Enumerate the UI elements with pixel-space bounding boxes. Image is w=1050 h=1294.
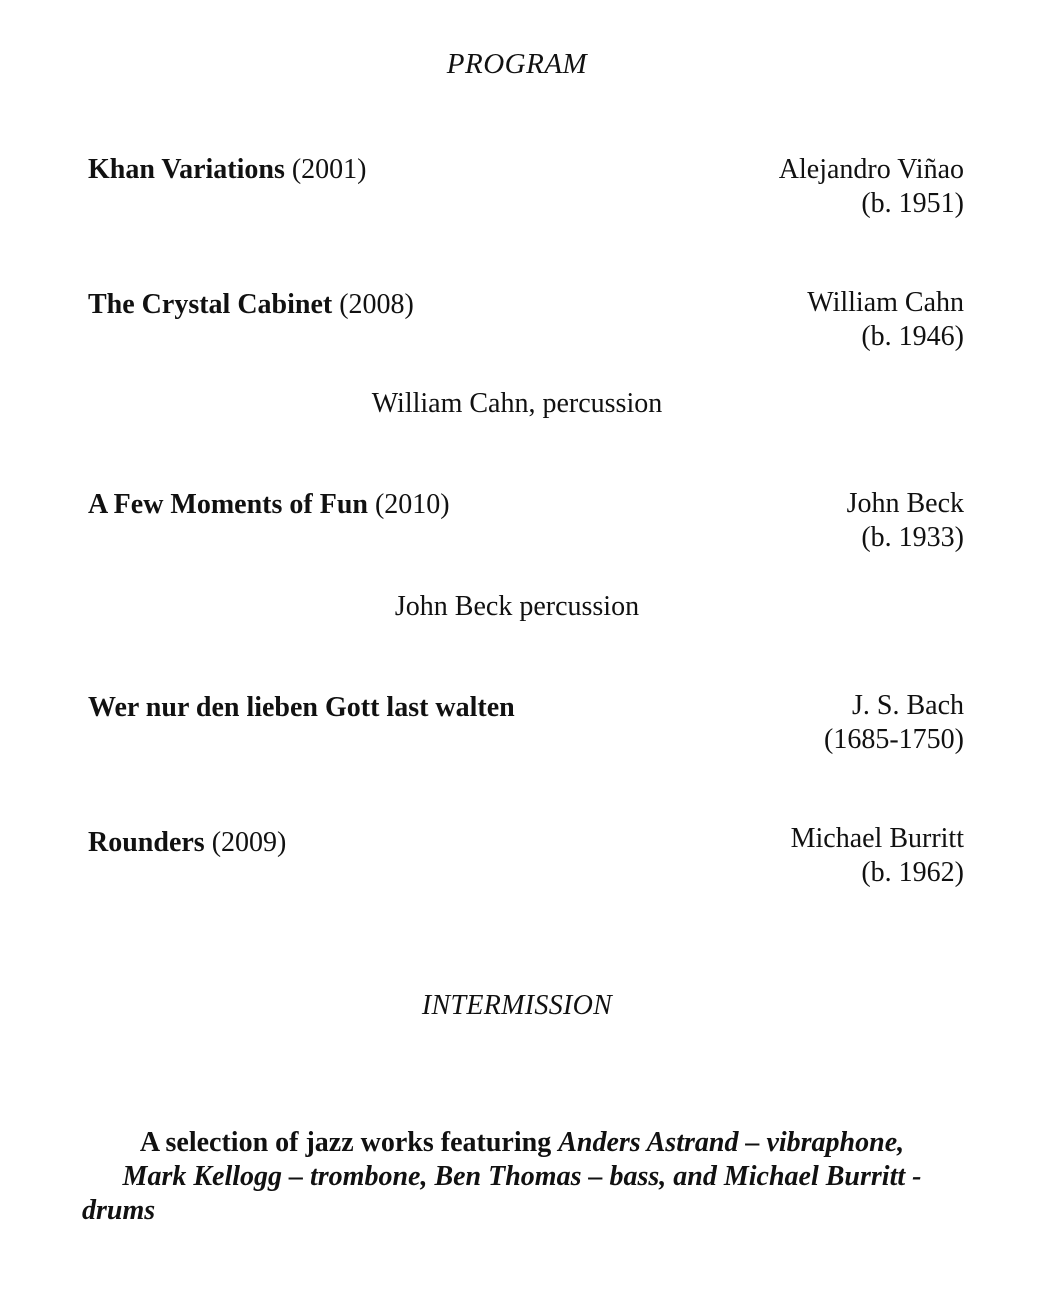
composer-name: Michael Burritt: [790, 823, 964, 854]
performer-vibraphone: Anders Astrand – vibraphone,: [558, 1127, 905, 1158]
composer-2: [644, 286, 964, 354]
composer-4: [644, 689, 964, 757]
work-title-3: [88, 488, 450, 522]
composer-dates: (b. 1946): [861, 321, 964, 352]
work-name: The Crystal Cabinet: [88, 289, 333, 320]
second-half-description: [82, 1126, 962, 1228]
performer-3: John Beck percussion: [394, 591, 640, 622]
work-year: (2008): [339, 289, 414, 320]
second-half-connector: and: [666, 1161, 724, 1192]
composer-dates: (b. 1933): [861, 522, 964, 553]
intermission-heading: INTERMISSION: [421, 990, 613, 1021]
program-title: PROGRAM: [446, 48, 588, 80]
work-title-5: [88, 826, 286, 860]
work-name: Rounders: [88, 827, 205, 858]
composer-name: John Beck: [846, 488, 964, 519]
work-name: Wer nur den lieben Gott last walten: [88, 692, 515, 723]
performer-trombone-bass: Mark Kellogg – trombone, Ben Thomas – bass,: [122, 1161, 667, 1192]
work-title-2: [88, 288, 414, 322]
composer-dates: (1685-1750): [824, 724, 964, 755]
composer-3: [644, 487, 964, 555]
composer-dates: (b. 1951): [861, 188, 964, 219]
composer-name: J. S. Bach: [852, 690, 964, 721]
second-half-intro: A selection of jazz works featuring: [139, 1127, 559, 1158]
composer-dates: (b. 1962): [861, 857, 964, 888]
composer-name: William Cahn: [807, 287, 964, 318]
performer-2: William Cahn, percussion: [371, 388, 663, 419]
work-name: Khan Variations: [88, 154, 285, 185]
work-title-1: [88, 153, 367, 187]
work-year: (2010): [374, 489, 450, 520]
work-year: (2001): [291, 154, 367, 185]
performer-drums-instrument: drums: [82, 1195, 156, 1226]
work-title-4: [88, 691, 515, 725]
composer-5: [644, 822, 964, 890]
work-name: A Few Moments of Fun: [88, 489, 368, 520]
composer-name: Alejandro Viñao: [778, 154, 964, 185]
performer-drums: Michael Burritt -: [723, 1161, 922, 1192]
composer-1: [644, 153, 964, 221]
work-year: (2009): [211, 827, 287, 858]
